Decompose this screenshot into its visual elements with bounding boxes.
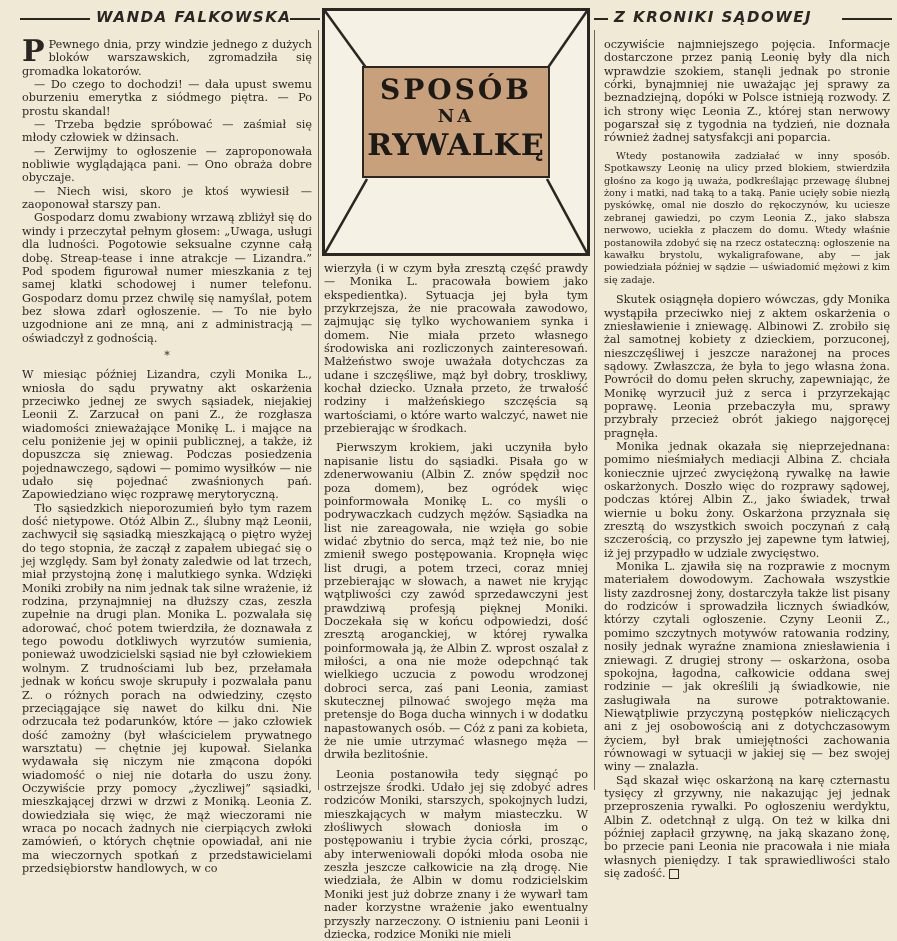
paragraph: — Trzeba będzie spróbować — zaśmiał się młody człowiek w dżinsach. bbox=[22, 118, 312, 145]
drop-cap: P bbox=[22, 34, 45, 69]
title-line-1: SPOSÓB bbox=[380, 73, 532, 106]
author-byline: WANDA FALKOWSKA bbox=[96, 8, 292, 26]
paragraph: — Do czego to dochodzi! — dała upust swemu oburzeniu emerytka z siódmego piętra. — Po prostu skandal! bbox=[22, 78, 312, 118]
section-separator: * bbox=[164, 348, 170, 362]
article-column-2 bbox=[324, 262, 588, 941]
header-rule-right bbox=[594, 18, 608, 20]
paragraph: Pierwszym krokiem, jaki uczyniła było napisanie listu do sąsiadki. Pisała go w zdenerwowaniu (Albin Z. znów spędził noc poza domem), bez ogródek więc poinformowała Monikę L. co myśli o podrywaczkach cudzych mężów. Sąsiadka na list nie zareagowała, nie wzięła go sobie widać zbytnio do serca, mąż też nie, bo nie zmienił swego postępowania. Kropnęła więc list drugi, a potem trzeci, coraz mniej przebierając w słowach, a nawet nie kryjąc wątpliwości czy zawód sprzedawczyni jest prawdziwą profesją pięknej Moniki. Doczekała się w końcu odpowiedzi, dość zresztą aroganckiej, w której rywalka poinformowała ją, że Albin Z. wprost oszalał z miłości, a ona nie może odepchnąć tak wielkiego uczucia z powodu wrodzonej dobroci serca, zaś pani Leonia, zamiast skutecznej pilnować swojego męża ma pretensje do Boga ducha winnych i w dodatku napastowanych osób. — Cóż z pani za kobieta, że nie umie utrzymać własnego męża — drwiła bezlitośnie. bbox=[324, 441, 588, 762]
paragraph: — Zerwijmy to ogłoszenie — zaproponowała nobliwie wyglądająca pani. — Ono obraża dobre obyczaje. bbox=[22, 144, 312, 185]
paragraph-final: Sąd skazał więc oskarżoną na karę czternastu tysięcy zł grzywny, nie nakazując jej jednak przeproszenia rywalki. Po ogłoszeniu werdyktu, Albin Z. odetchnął z ulgą. On też w kilka dni później zapłacił grzywnę, na jaką skazano żonę, bo przecie pani Leonia nie pracowała i nie miała własnych pieniędzy. I tak sprawiedliwości stało się zadość. bbox=[604, 773, 890, 880]
title-line-3: RYWALKĘ bbox=[367, 128, 545, 163]
paragraph-small: Wtedy postanowiła zadziałać w inny sposób. Spotkawszy Leonię na ulicy przed blokiem, stwierdziła głośno za kogo ją uważa, podkreślając przewagę ślubnej żony i matki, nad taką to a taką. Panie ucięły sobie niezłą pyskówkę, omal nie doszło do rękoczynów, ku uciesze zebranej gawiedzi, po czym Leonia Z., jako słabsza nerwowo, uciekła z płaczem do domu. Wtedy właśnie postanowiła zdobyć się na rzecz ostateczną: ogłoszenie na kawałku brystolu, wykaligrafowane, aby — jak powiedziała później w sądzie — uświadomić mężowi z kim się zadaje. bbox=[604, 150, 890, 286]
end-mark-icon bbox=[669, 869, 679, 879]
paragraph: W miesiąc później Lizandra, czyli Monika L., wniosła do sądu prywatny akt oskarżenia przeciwko jednej ze swych sąsiadek, niejakiej Leonii Z. Zarzucał on pani Z., że rozgłasza wiadomości znieważające Monikę L. i mające na celu poniżenie jej w opinii publicznej, a także, iż dopuszcza się zniewag. Podczas posiedzenia pojednawczego, sądowi — pomimo wysiłków — nie udało się pojednać zwaśnionych pań. Zapowiedziano więc rozprawę merytoryczną. bbox=[22, 368, 312, 502]
paragraph: Leonia postanowiła tedy sięgnąć po ostrzejsze środki. Udało jej się zdobyć adres rodziców Moniki, starszych, spokojnych ludzi, mieszkających w małym miasteczku. W złośliwych słowach doniosła im o postępowaniu i trybie życia córki, prosząc, aby interweniowali dopóki młoda osoba nie zeszła jeszcze całkowicie na złą drogę. Nie wiedziała, że Albin w domu rodzicielskim Moniki jest już dobrze znany i że wywarł tam nader korzystne wrażenie jako ewentualny przyszły narzeczony. O istnieniu pani Leonii i dziecka, rodzice Moniki nie mieli bbox=[324, 767, 588, 941]
header-rule-left-end bbox=[290, 18, 320, 20]
section-heading: Z KRONIKI SĄDOWEJ bbox=[614, 8, 813, 26]
column-divider-2 bbox=[594, 30, 595, 790]
paragraph: Monika L. zjawiła się na rozprawie z mocnym materiałem dowodowym. Zachowała wszystkie listy zazdrosnej żony, dostarczyła także list pisany do rodziców i sprowadziła licznych świadków, którzy czytali ogłoszenie. Czyny Leonii Z., pomimo szczytnych motywów ratowania rodziny, nosiły jednak wyraźne znamiona zniesławienia i zniewagi. Z drugiej strony — oskarżona, osoba spokojna, łagodna, całkowicie oddana swej rodzinie — jak określili ją świadkowie, nie zasługiwała na surowe potraktowanie. Niewątpliwie przyczyną postępków nieliczących ani z jej osobowością ani z dotychczasowym życiem, był brak umiejętności zachowania równowagi w sytuacji w jakiej się — bez swojej winy — znalazła. bbox=[604, 560, 890, 774]
paragraph: — Niech wisi, skoro je ktoś wywiesił — zaoponował starszy pan. bbox=[22, 184, 312, 212]
article-title bbox=[362, 66, 550, 178]
article-column-1 bbox=[22, 34, 312, 875]
article-column-3 bbox=[604, 38, 890, 880]
paragraph: Skutek osiągnęła dopiero wówczas, gdy Monika wystąpiła przeciwko niej z aktem oskarżenia o zniesławienie i zniewagę. Albinowi Z. zrobiło się żal samotnej kobiety z dzieckiem, porzuconej, nieszczęśliwej i jeszcze narażonej na proces sądowy. Zwłaszcza, że była to jego własna żona. Powrócił do domu pełen skruchy, zapewniając, że Monikę wyrzucił już z serca i przyrzekając poprawę. Leonia przebaczyła mu, sprawy przybrały przecież obrót jakiego najgoręcej pragnęła. bbox=[604, 293, 890, 440]
paragraph: Monika jednak okazała się nieprzejednana: pomimo nieśmiałych mediacji Albina Z. chciała koniecznie ujrzeć zwyciężoną rywalkę na ławie oskarżonych. Doszło więc do rozprawy sądowej, podczas której Albin Z., jako świadek, trwał wiernie u boku żony. Oskarżona przyznała się zresztą do wszystkich swoich poczynań z całą szczerością, co przyszło jej zapewne tym łatwiej, iż jej przypadło w udziale zwycięstwo. bbox=[604, 440, 890, 560]
paragraph: wierzyła (i w czym była zresztą część prawdy — Monika L. pracowała bowiem jako ekspedientka). Sytuacja jej była tym przykrzejsza, że nie pracowała zawodowo, zajmując się tylko wychowaniem synka i domem. Nie miała przeto własnego środowiska ani rozliczonych zainteresowań. Małżeństwo swoje uważała dotychczas za udane i szczęśliwe, mąż był dobry, troskliwy, kochał dziecko. Uznała przeto, że trwałość rodziny i małżeńskiego szczęścia są wartościami, o które warto walczyć, nawet nie przebierając w środkach. bbox=[324, 262, 588, 436]
paragraph: Tło sąsiedzkich nieporozumień było tym razem dość nietypowe. Otóż Albin Z., ślubny mąż Leonii, zachwycił się sąsiadką mieszkającą o piętro wyżej do tego stopnia, że zaczął z zapałem ubiegać się o jej względy. Sam był żonaty zaledwie od lat trzech, miał przystojną żonę i malutkiego synka. Wdzięki Moniki zrobiły na nim jednak tak silne wrażenie, iż rodzina, przynajmniej na dłuższy czas, zeszła zupełnie na drugi plan. Monika L. pozwalała się adorować, choć potem twierdziła, że doznawała z tego powodu dotkliwych wyrzutów sumienia, ponieważ uwodzicielski sąsiad nie był człowiekiem wolnym. Z trudnościami lub bez, przełamała jednak w końcu swoje skrupuły i pozwalała panu Z. o różnych porach na odwiedziny, często przeciągające się nawet do kilku dni. Nie odrzucała też podarunków, które — jako człowiek dość zamożny (był właścicielem prywatnego warsztatu) — chętnie jej kupował. Sielanka wydawała się niczym nie zmącona dopóki wiadomość o niej nie dotarła do uszu żony. Oczywiście przy pomocy „życzliwej” sąsiadki, mieszkającej drzwi w drzwi z Moniką. Leonia Z. dowiedziała się więc, że mąż wieczorami nie wraca po nocach żadnych nie cierpiących zwłoki zamówień, o których chętnie opowiadał, ani nie ma wieczornych spotkań z przedstawicielami przedsiębiorstw handlowych, w co bbox=[22, 501, 312, 875]
paragraph: oczywiście najmniejszego pojęcia. Informacje dostarczone przez panią Leonię były dla nich wprawdzie szokiem, stanęli jednak po stronie córki, bynajmniej nie uważając jej sprawy za beznadziejną, dopóki w Polsce istnieją rozwody. Z ich strony więc Leonia Z., której stan nerwowy pogarszał się z tygodnia na tydzień, nie doznała również żadnej satysfakcji ani poparcia. bbox=[604, 38, 890, 145]
column-divider-1 bbox=[318, 30, 319, 790]
paragraph: Gospodarz domu zwabiony wrzawą zbliżył się do windy i przeczytał pełnym głosem: „Uwaga, usługi dla ludności. Pogotowie seksualne czynne całą dobę. Streap-tease i inne atrakcje — Lizandra.” Pod spodem figurował numer mieszkania z tej samej klatki schodowej i numer telefonu. Gospodarz domu przez chwilę się namyślał, potem bez słowa zdarł ogłoszenie. — To nie było uzgodnione ani ze mną, ani z administracją — oświadczył z godnością. bbox=[22, 211, 312, 345]
header-rule-left bbox=[20, 18, 90, 20]
header-rule-right-end bbox=[842, 18, 892, 20]
title-line-2: NA bbox=[437, 106, 475, 127]
paragraph: P Pewnego dnia, przy windzie jednego z dużych bloków warszawskich, zgromadziła się gromadka lokatorów. bbox=[22, 34, 312, 78]
